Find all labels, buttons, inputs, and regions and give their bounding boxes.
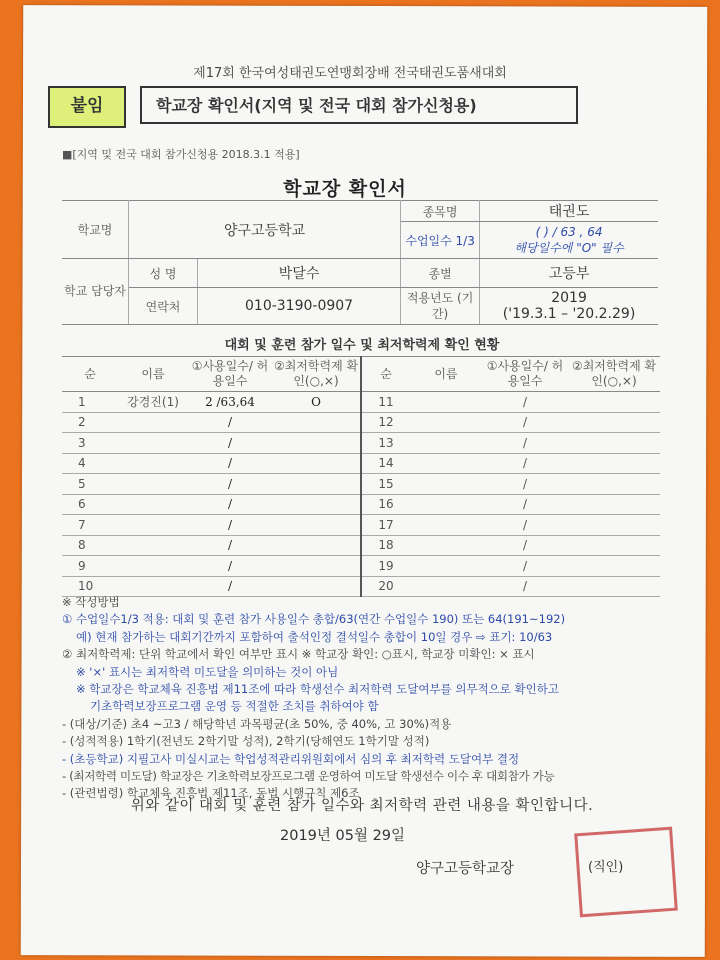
table-row	[62, 412, 660, 433]
header-name-2: 이름	[410, 357, 482, 392]
row-days: /	[482, 576, 568, 597]
participation-table	[62, 356, 660, 597]
table-row	[62, 453, 660, 474]
row-check	[272, 535, 361, 556]
row-no: 10	[62, 576, 118, 597]
row-check	[568, 433, 660, 454]
guide-line: - (성적적용) 1학기(전년도 2학기말 성적), 2학기(당해연도 1학기말 성적)	[62, 734, 430, 749]
header-days-2: ①사용일수/ 허용일수	[482, 357, 568, 392]
row-name	[118, 494, 188, 515]
guide-heading: ※ 작성방법	[62, 595, 120, 609]
row-check	[272, 556, 361, 577]
row-name	[118, 474, 188, 495]
row-days: /	[188, 515, 272, 536]
row-check	[568, 515, 660, 536]
principal-title: 양구고등학교장	[416, 861, 515, 877]
year-label: 적용년도 (기간)	[401, 288, 480, 325]
staff-name: 박달수	[198, 259, 401, 288]
row-no: 6	[62, 494, 118, 515]
row-days: /	[188, 433, 272, 454]
row-no: 7	[62, 515, 118, 536]
guide-line: 예) 현재 참가하는 대회기간까지 포함하여 출석인정 결석일수 총합이 10일 경우 ⇨ 표기: 10/63	[76, 629, 553, 644]
row-no: 20	[361, 576, 410, 597]
row-days: /	[482, 392, 568, 413]
row-no: 9	[62, 556, 118, 577]
row-name	[410, 392, 482, 413]
school-label: 학교명	[62, 201, 129, 259]
guide-line: ※ '×' 표시는 최저학력 미도달을 의미하는 것이 아님	[76, 664, 339, 679]
row-name	[118, 412, 188, 433]
row-no: 4	[62, 453, 118, 474]
header-academic: ②최저학력제 확인(○,×)	[272, 357, 361, 392]
staff-label: 학교 담당자	[62, 259, 129, 325]
row-name	[410, 556, 482, 577]
row-name	[410, 453, 482, 474]
row-name	[410, 412, 482, 433]
issue-date: 2019년 05월 29일	[280, 828, 406, 844]
table-row	[62, 515, 660, 536]
row-no: 8	[62, 535, 118, 556]
row-days: /	[188, 474, 272, 495]
competition-title: 제17회 한국여성태권도연맹회장배 전국태권도품새대회	[193, 66, 507, 81]
guide-line: - (관련법령) 학교체육 진흥법 제11조, 동법 시행규칙 제6조	[62, 786, 360, 801]
row-name	[410, 515, 482, 536]
row-name	[118, 433, 188, 454]
header-no: 순	[62, 357, 118, 392]
category-label: 종별	[401, 259, 480, 288]
header-days: ①사용일수/ 허용일수	[188, 357, 272, 392]
row-name	[410, 535, 482, 556]
row-name	[410, 494, 482, 515]
row-days: /	[482, 494, 568, 515]
table-row	[62, 392, 660, 413]
row-no: 1	[62, 392, 118, 413]
contact-value: 010-3190-0907	[198, 288, 401, 325]
sport-label: 종목명	[401, 201, 480, 222]
row-days: /	[188, 535, 272, 556]
attachment-tag: 붙임	[48, 86, 126, 128]
row-name	[118, 535, 188, 556]
row-no: 2	[62, 412, 118, 433]
header-academic-2: ②최저학력제 확인(○,×)	[568, 357, 660, 392]
row-name	[118, 515, 188, 536]
row-no: 5	[62, 474, 118, 495]
row-days: /	[482, 515, 568, 536]
row-check	[568, 392, 660, 413]
row-days: 2 /63,64	[188, 392, 272, 413]
row-days: /	[188, 556, 272, 577]
row-name	[118, 556, 188, 577]
row-days: /	[188, 576, 272, 597]
row-days: /	[482, 474, 568, 495]
row-name: 강경진(1)	[118, 392, 188, 413]
table-row	[62, 556, 660, 577]
header-name: 이름	[118, 357, 188, 392]
row-check	[568, 412, 660, 433]
row-name	[118, 453, 188, 474]
sport-value: 태권도	[480, 201, 658, 222]
table-row	[62, 433, 660, 454]
guide-line: - (대상/기준) 초4 ~고3 / 해당학년 과목평균(초 50%, 중 40%, 고 30%)적용	[62, 716, 452, 731]
row-days: /	[482, 556, 568, 577]
guide-line: 기초학력보장프로그램 운영 등 적절한 조치를 취하여야 함	[90, 699, 379, 714]
guide-line: ※ 학교장은 학교체육 진흥법 제11조에 따라 학생선수 최저학력 도달여부를 의무적으로 확인하고	[76, 682, 559, 697]
row-check	[272, 412, 361, 433]
row-name	[410, 433, 482, 454]
row-no: 16	[361, 494, 410, 515]
info-table	[62, 200, 658, 325]
row-no: 3	[62, 433, 118, 454]
row-no: 11	[361, 392, 410, 413]
page-title: 학교장 확인서	[283, 178, 407, 200]
row-check	[272, 494, 361, 515]
row-no: 17	[361, 515, 410, 536]
name-label: 성 명	[129, 259, 198, 288]
class-days-hint: 해당일수에 "O" 필수	[514, 241, 624, 255]
row-check	[272, 515, 361, 536]
row-check	[568, 535, 660, 556]
table-row	[62, 494, 660, 515]
row-days: /	[482, 453, 568, 474]
class-days-value: ( ) / 63 , 64	[535, 225, 603, 239]
row-days: /	[188, 494, 272, 515]
applicability-note: ■[지역 및 전국 대회 참가신청용 2018.3.1 적용]	[62, 148, 300, 161]
row-no: 18	[361, 535, 410, 556]
header-no-2: 순	[361, 357, 410, 392]
year-value: 2019	[551, 290, 587, 306]
row-check	[272, 433, 361, 454]
row-days: /	[188, 412, 272, 433]
document-title-box: 학교장 확인서(지역 및 전국 대회 참가신청용)	[140, 86, 578, 124]
row-name	[410, 474, 482, 495]
period-value: ('19.3.1 – '20.2.29)	[502, 306, 636, 322]
guide-line: ② 최저학력제: 단위 학교에서 확인 여부만 표시 ※ 학교장 확인: ○표시, 학교장 미확인: × 표시	[62, 647, 535, 662]
table-row	[62, 535, 660, 556]
row-check	[568, 474, 660, 495]
row-check: O	[272, 392, 361, 413]
seal-label: (직인)	[588, 860, 624, 875]
row-no: 12	[361, 412, 410, 433]
row-days: /	[188, 453, 272, 474]
school-name: 양구고등학교	[129, 201, 401, 259]
row-check	[272, 453, 361, 474]
row-no: 19	[361, 556, 410, 577]
guide-line: ① 수업일수1/3 적용: 대회 및 훈련 참가 사용일수 총합/63(연간 수업일수 190) 또는 64(191~192)	[62, 612, 566, 627]
row-days: /	[482, 412, 568, 433]
guide-line: - (최저학력 미도달) 학교장은 기초학력보장프로그램 운영하여 미도달 학생선수 이수 후 대회참가 가능	[62, 769, 555, 784]
table-subtitle: 대회 및 훈련 참가 일수 및 최저학력제 확인 현황	[224, 338, 500, 353]
class-days-label: 수업일수 1/3	[401, 222, 480, 259]
row-no: 14	[361, 453, 410, 474]
row-no: 15	[361, 474, 410, 495]
row-check	[272, 474, 361, 495]
row-no: 13	[361, 433, 410, 454]
writing-guide	[62, 594, 672, 803]
guide-line: - (초등학교) 지필고사 미실시교는 학업성적관리위원회에서 심의 후 최저학력 도달여부 결정	[62, 751, 520, 766]
row-days: /	[482, 535, 568, 556]
row-check	[568, 453, 660, 474]
confirmation-statement: 위와 같이 대회 및 훈련 참가 일수와 최저학력 관련 내용을 확인합니다.	[130, 798, 594, 814]
row-days: /	[482, 433, 568, 454]
table-row	[62, 474, 660, 495]
row-check	[568, 556, 660, 577]
contact-label: 연락처	[129, 288, 198, 325]
row-check	[568, 494, 660, 515]
category-value: 고등부	[480, 259, 658, 288]
